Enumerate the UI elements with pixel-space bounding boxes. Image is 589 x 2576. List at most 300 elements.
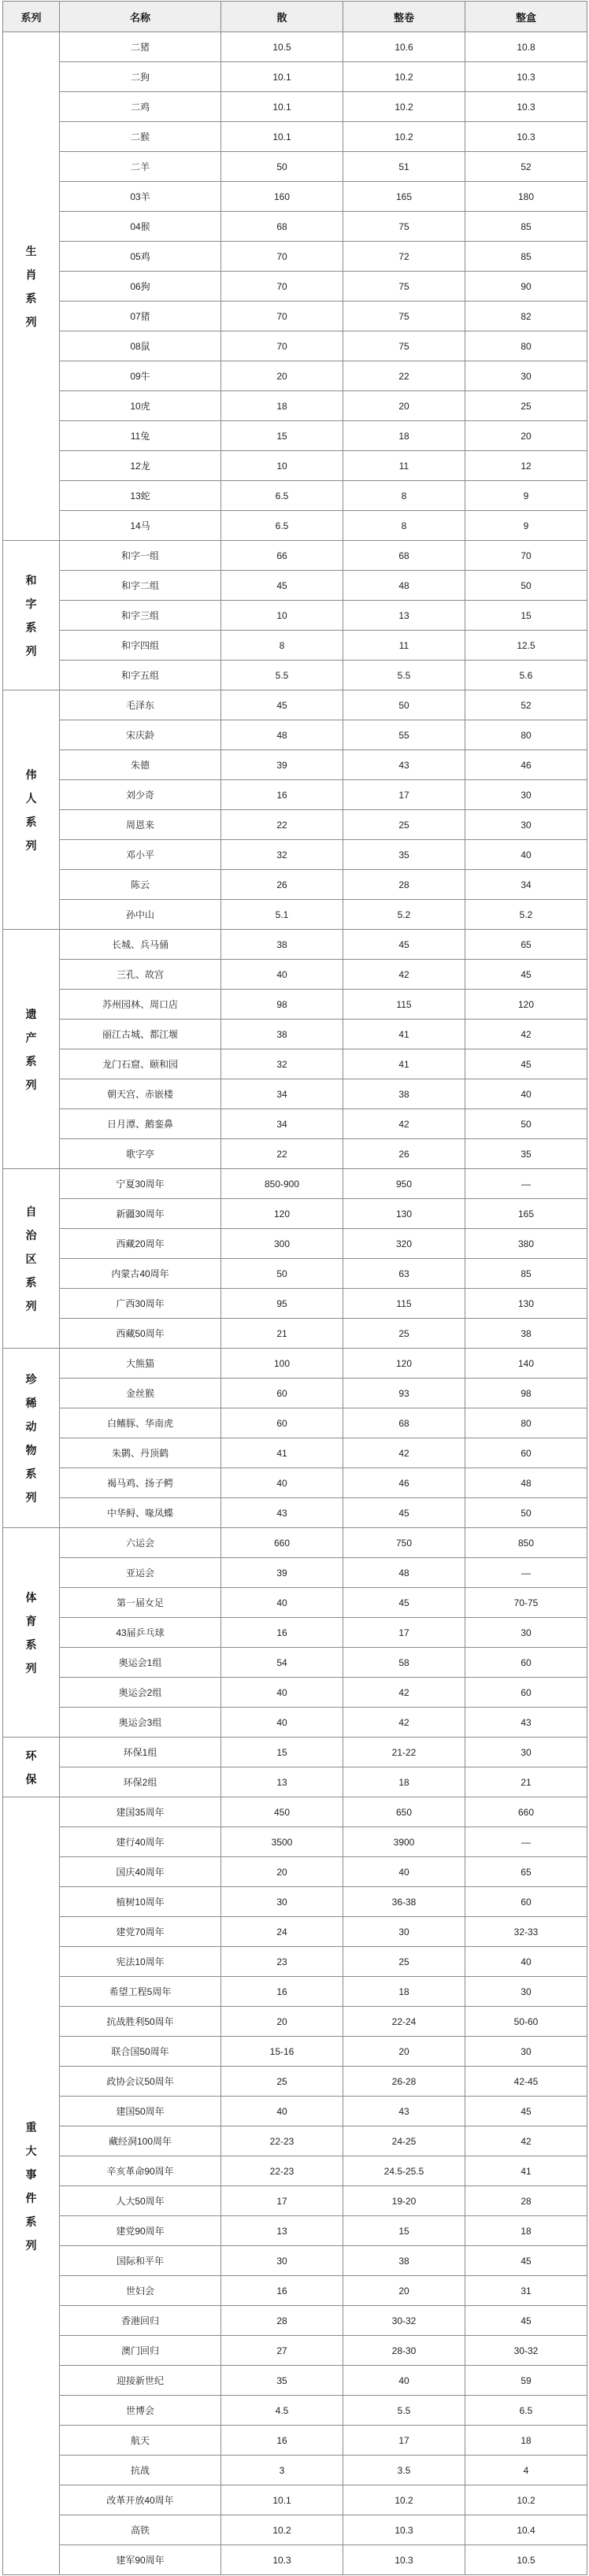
series-label-char: 肖 <box>25 268 37 281</box>
item-name: 植树10周年 <box>60 1887 221 1917</box>
loose-price: 39 <box>221 750 343 780</box>
series-label <box>3 32 60 541</box>
item-name: 宪法10周年 <box>60 1947 221 1977</box>
volume-price: 25 <box>343 1947 465 1977</box>
loose-price: 10.2 <box>221 2515 343 2545</box>
loose-price: 17 <box>221 2186 343 2216</box>
loose-price: 4.5 <box>221 2396 343 2426</box>
item-name: 抗战 <box>60 2456 221 2485</box>
item-name: 04猴 <box>60 212 221 242</box>
box-price: 10.3 <box>465 62 587 92</box>
box-price: 48 <box>465 1468 587 1498</box>
box-price: 12 <box>465 451 587 481</box>
volume-price: 28-30 <box>343 2336 465 2366</box>
loose-price: 16 <box>221 1618 343 1648</box>
table-row <box>3 182 587 212</box>
box-price: 40 <box>465 1947 587 1977</box>
volume-price: 48 <box>343 1558 465 1588</box>
item-name: 12龙 <box>60 451 221 481</box>
loose-price: 10 <box>221 601 343 631</box>
table-row <box>3 1917 587 1947</box>
table-row <box>3 1857 587 1887</box>
box-price: 40 <box>465 840 587 870</box>
volume-price: 10.3 <box>343 2545 465 2575</box>
box-price: 9 <box>465 511 587 541</box>
loose-price: 10.3 <box>221 2545 343 2575</box>
loose-price: 10 <box>221 451 343 481</box>
item-name: 联合国50周年 <box>60 2037 221 2067</box>
item-name: 白鳍豚、华南虎 <box>60 1408 221 1438</box>
loose-price: 45 <box>221 571 343 601</box>
table-row <box>3 2545 587 2575</box>
box-price: 32-33 <box>465 1917 587 1947</box>
series-label-char: 人 <box>25 791 37 805</box>
item-name: 香港回归 <box>60 2306 221 2336</box>
volume-price: 38 <box>343 1079 465 1109</box>
volume-price: 20 <box>343 391 465 421</box>
series-label-char: 生 <box>25 244 37 257</box>
loose-price: 40 <box>221 1588 343 1618</box>
volume-price: 20 <box>343 2037 465 2067</box>
loose-price: 300 <box>221 1229 343 1259</box>
series-label-char: 列 <box>25 1299 37 1312</box>
series-label-char: 列 <box>25 1661 37 1675</box>
table-row <box>3 750 587 780</box>
volume-price: 30 <box>343 1917 465 1947</box>
loose-price: 160 <box>221 182 343 212</box>
item-name: 二鸡 <box>60 92 221 122</box>
loose-price: 40 <box>221 1708 343 1738</box>
loose-price: 20 <box>221 2007 343 2037</box>
table-row <box>3 930 587 960</box>
volume-price: 30-32 <box>343 2306 465 2336</box>
box-price: — <box>465 1558 587 1588</box>
table-row <box>3 2126 587 2156</box>
box-price: 30 <box>465 1618 587 1648</box>
volume-price: 93 <box>343 1379 465 1408</box>
box-price: 10.5 <box>465 2545 587 2575</box>
item-name: 朝天宫、赤嵌楼 <box>60 1079 221 1109</box>
loose-price: 70 <box>221 302 343 331</box>
item-name: 六运会 <box>60 1528 221 1558</box>
table-row <box>3 2396 587 2426</box>
loose-price: 34 <box>221 1079 343 1109</box>
volume-price: 21-22 <box>343 1738 465 1767</box>
item-name: 毛泽东 <box>60 690 221 720</box>
loose-price: 45 <box>221 690 343 720</box>
box-price: 70-75 <box>465 1588 587 1618</box>
box-price: 30-32 <box>465 2336 587 2366</box>
item-name: 宁夏30周年 <box>60 1169 221 1199</box>
box-price: 98 <box>465 1379 587 1408</box>
item-name: 改革开放40周年 <box>60 2485 221 2515</box>
loose-price: 16 <box>221 1977 343 2007</box>
item-name: 苏州园林、周口店 <box>60 990 221 1020</box>
table-row <box>3 870 587 900</box>
volume-price: 75 <box>343 331 465 361</box>
table-row <box>3 2097 587 2126</box>
box-price: 80 <box>465 720 587 750</box>
loose-price: 18 <box>221 391 343 421</box>
box-price: 52 <box>465 690 587 720</box>
item-name: 航天 <box>60 2426 221 2456</box>
loose-price: 850-900 <box>221 1169 343 1199</box>
volume-price: 25 <box>343 810 465 840</box>
loose-price: 22-23 <box>221 2156 343 2186</box>
table-row <box>3 2156 587 2186</box>
series-label-char: 治 <box>25 1228 37 1242</box>
item-name: 08鼠 <box>60 331 221 361</box>
item-name: 新疆30周年 <box>60 1199 221 1229</box>
loose-price: 15-16 <box>221 2037 343 2067</box>
item-name: 世妇会 <box>60 2276 221 2306</box>
loose-price: 41 <box>221 1438 343 1468</box>
table-row <box>3 2366 587 2396</box>
loose-price: 6.5 <box>221 511 343 541</box>
series-label-char: 稀 <box>25 1396 37 1409</box>
box-price: — <box>465 1827 587 1857</box>
table-row <box>3 1408 587 1438</box>
header-name: 名称 <box>60 2 221 32</box>
series-label-char: 列 <box>25 2238 37 2252</box>
box-price: 10.2 <box>465 2485 587 2515</box>
volume-price: 18 <box>343 1977 465 2007</box>
volume-price: 130 <box>343 1199 465 1229</box>
header-loose-price: 散 <box>221 2 343 32</box>
volume-price: 55 <box>343 720 465 750</box>
box-price: 10.3 <box>465 122 587 152</box>
box-price: 80 <box>465 331 587 361</box>
box-price: 59 <box>465 2366 587 2396</box>
series-label <box>3 1738 60 1797</box>
volume-price: 40 <box>343 2366 465 2396</box>
volume-price: 11 <box>343 451 465 481</box>
volume-price: 5.5 <box>343 661 465 690</box>
volume-price: 42 <box>343 1438 465 1468</box>
item-name: 朱鹮、丹顶鹤 <box>60 1438 221 1468</box>
box-price: 90 <box>465 272 587 302</box>
box-price: 380 <box>465 1229 587 1259</box>
item-name: 大熊猫 <box>60 1349 221 1379</box>
box-price: 15 <box>465 601 587 631</box>
item-name: 和字三组 <box>60 601 221 631</box>
series-label-char: 重 <box>25 2120 37 2134</box>
box-price: 50 <box>465 571 587 601</box>
volume-price: 41 <box>343 1049 465 1079</box>
series-label-char: 物 <box>25 1443 37 1456</box>
volume-price: 115 <box>343 990 465 1020</box>
item-name: 希望工程5周年 <box>60 1977 221 2007</box>
table-row <box>3 2037 587 2067</box>
volume-price: 650 <box>343 1797 465 1827</box>
loose-price: 16 <box>221 780 343 810</box>
item-name: 褐马鸡、扬子鳄 <box>60 1468 221 1498</box>
loose-price: 15 <box>221 421 343 451</box>
item-name: 环保2组 <box>60 1767 221 1797</box>
item-name: 澳门回归 <box>60 2336 221 2366</box>
table-row <box>3 1349 587 1379</box>
box-price: 18 <box>465 2426 587 2456</box>
table-row <box>3 391 587 421</box>
series-label-char: 系 <box>25 1467 37 1480</box>
volume-price: 68 <box>343 1408 465 1438</box>
table-row <box>3 810 587 840</box>
volume-price: 51 <box>343 152 465 182</box>
volume-price: 750 <box>343 1528 465 1558</box>
item-name: 14马 <box>60 511 221 541</box>
volume-price: 35 <box>343 840 465 870</box>
item-name: 宋庆龄 <box>60 720 221 750</box>
loose-price: 32 <box>221 1049 343 1079</box>
volume-price: 42 <box>343 960 465 990</box>
series-label-char: 系 <box>25 1275 37 1289</box>
box-price: 18 <box>465 2216 587 2246</box>
series-label-char: 育 <box>25 1614 37 1627</box>
box-price: 50-60 <box>465 2007 587 2037</box>
volume-price: 46 <box>343 1468 465 1498</box>
volume-price: 50 <box>343 690 465 720</box>
series-label <box>3 1349 60 1528</box>
table-row <box>3 1438 587 1468</box>
table-row <box>3 1169 587 1199</box>
series-label-char: 产 <box>25 1031 37 1044</box>
volume-price: 10.2 <box>343 2485 465 2515</box>
volume-price: 38 <box>343 2246 465 2276</box>
series-label-char: 大 <box>25 2144 37 2157</box>
volume-price: 950 <box>343 1169 465 1199</box>
table-row <box>3 1528 587 1558</box>
box-price: 65 <box>465 1857 587 1887</box>
table-row <box>3 960 587 990</box>
series-label-char: 列 <box>25 644 37 657</box>
volume-price: 45 <box>343 930 465 960</box>
box-price: 10.4 <box>465 2515 587 2545</box>
item-name: 长城、兵马俑 <box>60 930 221 960</box>
table-row <box>3 2336 587 2366</box>
item-name: 龙门石窟、颐和园 <box>60 1049 221 1079</box>
box-price: 52 <box>465 152 587 182</box>
table-row <box>3 361 587 391</box>
table-row <box>3 92 587 122</box>
volume-price: 72 <box>343 242 465 272</box>
box-price: 30 <box>465 810 587 840</box>
table-row <box>3 2186 587 2216</box>
loose-price: 8 <box>221 631 343 661</box>
item-name: 建行40周年 <box>60 1827 221 1857</box>
table-row <box>3 1947 587 1977</box>
table-row <box>3 1379 587 1408</box>
series-label-char: 系 <box>25 620 37 634</box>
table-row <box>3 1319 587 1349</box>
table-row <box>3 2067 587 2097</box>
item-name: 建军90周年 <box>60 2545 221 2575</box>
volume-price: 3900 <box>343 1827 465 1857</box>
volume-price: 58 <box>343 1648 465 1678</box>
item-name: 奥运会1组 <box>60 1648 221 1678</box>
loose-price: 40 <box>221 1468 343 1498</box>
loose-price: 10.5 <box>221 32 343 62</box>
table-row <box>3 1827 587 1857</box>
series-label-char: 系 <box>25 291 37 305</box>
series-label-char: 系 <box>25 1054 37 1068</box>
box-price: 82 <box>465 302 587 331</box>
box-price: 45 <box>465 2306 587 2336</box>
table-row <box>3 541 587 571</box>
loose-price: 10.1 <box>221 92 343 122</box>
loose-price: 40 <box>221 960 343 990</box>
item-name: 迎接新世纪 <box>60 2366 221 2396</box>
box-price: 42-45 <box>465 2067 587 2097</box>
item-name: 广西30周年 <box>60 1289 221 1319</box>
item-name: 周恩来 <box>60 810 221 840</box>
volume-price: 3.5 <box>343 2456 465 2485</box>
loose-price: 40 <box>221 1678 343 1708</box>
loose-price: 70 <box>221 272 343 302</box>
volume-price: 11 <box>343 631 465 661</box>
loose-price: 16 <box>221 2426 343 2456</box>
table-row <box>3 1797 587 1827</box>
table-row <box>3 1468 587 1498</box>
box-price: 10.3 <box>465 92 587 122</box>
loose-price: 22-23 <box>221 2126 343 2156</box>
box-price: — <box>465 1169 587 1199</box>
box-price: 30 <box>465 2037 587 2067</box>
table-row <box>3 1289 587 1319</box>
item-name: 建党90周年 <box>60 2216 221 2246</box>
item-name: 奥运会2组 <box>60 1678 221 1708</box>
table-body <box>3 32 587 2575</box>
loose-price: 27 <box>221 2336 343 2366</box>
header-series: 系列 <box>3 2 60 32</box>
box-price: 30 <box>465 1738 587 1767</box>
table-row <box>3 690 587 720</box>
series-label-char: 系 <box>25 1638 37 1651</box>
item-name: 三孔、故宫 <box>60 960 221 990</box>
volume-price: 320 <box>343 1229 465 1259</box>
series-label-char: 件 <box>25 2191 37 2204</box>
item-name: 朱德 <box>60 750 221 780</box>
loose-price: 21 <box>221 1319 343 1349</box>
item-name: 07猪 <box>60 302 221 331</box>
loose-price: 13 <box>221 2216 343 2246</box>
volume-price: 48 <box>343 571 465 601</box>
box-price: 120 <box>465 990 587 1020</box>
box-price: 34 <box>465 870 587 900</box>
table-row <box>3 900 587 930</box>
series-label <box>3 690 60 930</box>
box-price: 9 <box>465 481 587 511</box>
box-price: 45 <box>465 1049 587 1079</box>
table-row <box>3 1887 587 1917</box>
volume-price: 22-24 <box>343 2007 465 2037</box>
table-row <box>3 212 587 242</box>
series-label <box>3 1797 60 2575</box>
item-name: 奥运会3组 <box>60 1708 221 1738</box>
item-name: 建国35周年 <box>60 1797 221 1827</box>
item-name: 内蒙古40周年 <box>60 1259 221 1289</box>
loose-price: 28 <box>221 2306 343 2336</box>
table-row <box>3 1229 587 1259</box>
item-name: 建党70周年 <box>60 1917 221 1947</box>
item-name: 二狗 <box>60 62 221 92</box>
series-label-char: 环 <box>25 1749 37 1762</box>
box-price: 850 <box>465 1528 587 1558</box>
series-label-char: 珍 <box>25 1372 37 1386</box>
item-name: 日月潭、鹅銮鼻 <box>60 1109 221 1139</box>
box-price: 130 <box>465 1289 587 1319</box>
table-row <box>3 1259 587 1289</box>
volume-price: 41 <box>343 1020 465 1049</box>
table-row <box>3 1648 587 1678</box>
loose-price: 25 <box>221 2067 343 2097</box>
table-row <box>3 720 587 750</box>
item-name: 金丝猴 <box>60 1379 221 1408</box>
loose-price: 660 <box>221 1528 343 1558</box>
table-row <box>3 2007 587 2037</box>
item-name: 西藏20周年 <box>60 1229 221 1259</box>
loose-price: 66 <box>221 541 343 571</box>
box-price: 12.5 <box>465 631 587 661</box>
loose-price: 98 <box>221 990 343 1020</box>
volume-price: 40 <box>343 1857 465 1887</box>
table-row <box>3 2276 587 2306</box>
table-row <box>3 1977 587 2007</box>
item-name: 政协会议50周年 <box>60 2067 221 2097</box>
series-label-char: 列 <box>25 1078 37 1091</box>
box-price: 10.8 <box>465 32 587 62</box>
series-label <box>3 930 60 1169</box>
table-row <box>3 1738 587 1767</box>
loose-price: 38 <box>221 930 343 960</box>
volume-price: 36-38 <box>343 1887 465 1917</box>
loose-price: 6.5 <box>221 481 343 511</box>
table-row <box>3 1139 587 1169</box>
box-price: 30 <box>465 1977 587 2007</box>
loose-price: 70 <box>221 242 343 272</box>
box-price: 35 <box>465 1139 587 1169</box>
volume-price: 24.5-25.5 <box>343 2156 465 2186</box>
table-row <box>3 571 587 601</box>
loose-price: 23 <box>221 1947 343 1977</box>
item-name: 辛亥革命90周年 <box>60 2156 221 2186</box>
box-price: 85 <box>465 242 587 272</box>
volume-price: 10.2 <box>343 62 465 92</box>
table-row <box>3 1618 587 1648</box>
loose-price: 95 <box>221 1289 343 1319</box>
item-name: 国际和平年 <box>60 2246 221 2276</box>
series-label-char: 遗 <box>25 1007 37 1020</box>
volume-price: 68 <box>343 541 465 571</box>
series-label-char: 动 <box>25 1419 37 1433</box>
item-name: 13蛇 <box>60 481 221 511</box>
table-row <box>3 1767 587 1797</box>
volume-price: 13 <box>343 601 465 631</box>
table-row <box>3 242 587 272</box>
loose-price: 5.1 <box>221 900 343 930</box>
loose-price: 20 <box>221 361 343 391</box>
item-name: 陈云 <box>60 870 221 900</box>
table-row <box>3 1079 587 1109</box>
loose-price: 48 <box>221 720 343 750</box>
item-name: 亚运会 <box>60 1558 221 1588</box>
volume-price: 22 <box>343 361 465 391</box>
table-row <box>3 2456 587 2485</box>
item-name: 和字一组 <box>60 541 221 571</box>
volume-price: 26-28 <box>343 2067 465 2097</box>
series-label <box>3 541 60 690</box>
box-price: 60 <box>465 1438 587 1468</box>
box-price: 45 <box>465 2246 587 2276</box>
